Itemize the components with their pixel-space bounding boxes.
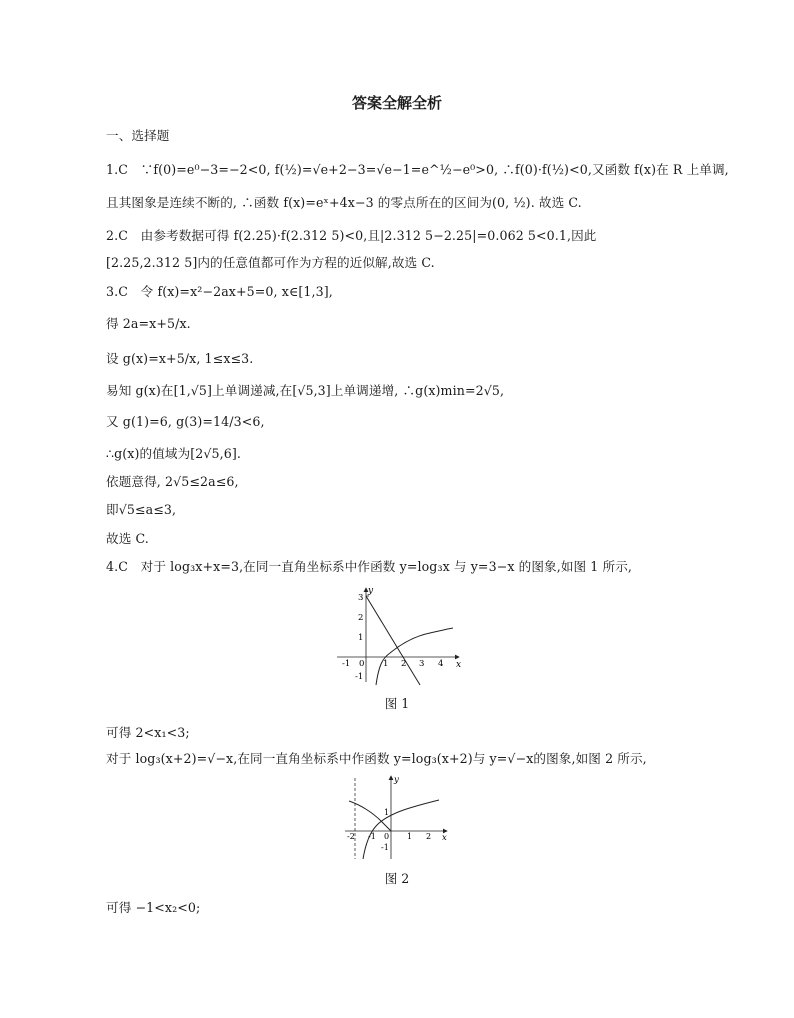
fig2-y-label: y <box>394 775 399 785</box>
text-line-13: 故选 C. <box>106 531 149 546</box>
fig1-ytick-neg1: -1 <box>355 672 364 682</box>
text-line-16: 对于 log₃(x+2)=√−x,在同一直角坐标系中作函数 y=log₃(x+2)与 y=√−x的图象,如图 2 所示, <box>106 751 647 766</box>
text-line-8: 易知 g(x)在[1,√5]上单调递减,在[√5,3]上单调递增, ∴g(x)min=2√5, <box>106 383 505 398</box>
fig2-xtick-neg1: -1 <box>368 832 376 841</box>
fig1-xtick-neg1: -1 <box>342 659 351 669</box>
fig1-xtick-2: 2 <box>401 659 407 669</box>
text-line-5: 3.C 令 f(x)=x²−2ax+5=0, x∈[1,3], <box>106 284 333 299</box>
fig2-x-label: x <box>442 833 447 843</box>
text-line-3: 2.C 由参考数据可得 f(2.25)·f(2.312 5)<0,且|2.312 5−2.25|=0.062 5<0.1,因此 <box>106 228 597 243</box>
page-title: 答案全解全析 <box>351 94 442 112</box>
fig1-ytick-3: 3 <box>358 593 364 603</box>
line-y-3-minus-x <box>366 596 420 685</box>
text-line-10: ∴g(x)的值域为[2√5,6]. <box>106 446 241 461</box>
fig2-ytick-1: 1 <box>384 808 390 817</box>
fig1-xtick-4: 4 <box>438 659 444 669</box>
fig1-xtick-0: 0 <box>359 659 365 669</box>
text-line-12: 即√5≤a≤3, <box>106 502 177 517</box>
fig1-ytick-1: 1 <box>358 633 364 643</box>
fig1-xtick-1: 1 <box>383 659 389 669</box>
fig1-ytick-2: 2 <box>358 613 364 623</box>
fig1-y-label: y <box>368 586 374 596</box>
figure-1-caption: 图 1 <box>384 696 410 711</box>
fig2-xtick-0: 0 <box>384 832 390 841</box>
text-line-15: 可得 2<x₁<3; <box>106 725 190 740</box>
fig2-xtick-neg2: -2 <box>347 832 355 841</box>
text-line-14: 4.C 对于 log₃x+x=3,在同一直角坐标系中作函数 y=log₃x 与 y=3−x 的图象,如图 1 所示, <box>106 559 633 574</box>
text-line-1: 1.C ∵f(0)=e⁰−3=−2<0, f(½)=√e+2−3=√e−1=e^½−e⁰>0, ∴f(0)·f(½)<0,又函数 f(x)在 R 上单调, <box>106 162 729 177</box>
text-line-9: 又 g(1)=6, g(3)=14/3<6, <box>106 414 265 429</box>
text-line-11: 依题意得, 2√5≤2a≤6, <box>106 474 239 489</box>
figure-2-caption: 图 2 <box>384 871 410 886</box>
text-line-4: [2.25,2.312 5]内的任意值都可作为方程的近似解,故选 C. <box>106 255 435 270</box>
text-line-6: 得 2a=x+5/x. <box>106 316 191 331</box>
text-line-17: 可得 −1<x₂<0; <box>106 900 201 915</box>
text-line-2: 且其图象是连续不断的, ∴函数 f(x)=eˣ+4x−3 的零点所在的区间为(0, ½). 故选 C. <box>106 195 582 210</box>
fig2-xtick-1: 1 <box>407 832 413 841</box>
fig1-xtick-3: 3 <box>419 659 425 669</box>
figure-2-graph <box>343 773 453 861</box>
figure-1-graph <box>335 584 465 686</box>
section-heading: 一、选择题 <box>106 128 170 143</box>
fig2-ytick-neg1: -1 <box>381 843 389 852</box>
text-line-7: 设 g(x)=x+5/x, 1≤x≤3. <box>106 351 254 366</box>
fig1-x-label: x <box>456 660 462 670</box>
fig2-xtick-2: 2 <box>426 832 432 841</box>
curve-log3-x-plus-2 <box>363 800 439 859</box>
